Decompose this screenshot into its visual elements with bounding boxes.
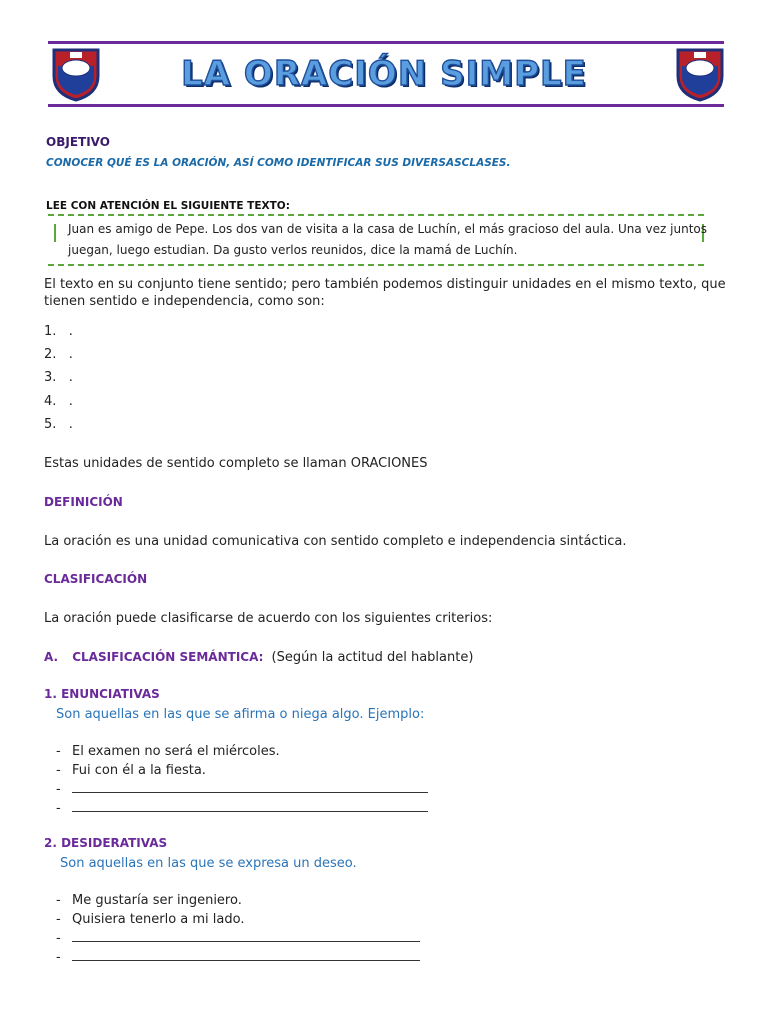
units-text: Estas unidades de sentido completo se llaman ORACIONES bbox=[44, 456, 428, 471]
definicion-text: La oración es una unidad comunicativa con sentido completo e independencia sintáctica. bbox=[44, 534, 627, 549]
reading-text-line-2: juegan, luego estudian. Da gusto verlos reunidos, dice la mamá de Luchín. bbox=[68, 243, 518, 257]
bullet-dash: - bbox=[56, 912, 61, 927]
list-item: 4. . bbox=[44, 394, 73, 409]
definicion-heading: DEFINICIÓN bbox=[44, 495, 123, 509]
enunciativas-heading: 1. ENUNCIATIVAS bbox=[44, 687, 160, 701]
school-crest-left-icon bbox=[52, 46, 100, 102]
banner-top-line bbox=[48, 41, 724, 44]
clasificacion-heading: CLASIFICACIÓN bbox=[44, 572, 148, 586]
list-item: 3. . bbox=[44, 370, 73, 385]
blank-answer-line[interactable] bbox=[56, 950, 420, 965]
bullet-dash: - bbox=[56, 763, 61, 778]
list-item bbox=[56, 744, 280, 759]
list-item bbox=[56, 893, 242, 908]
bullet-dash: - bbox=[56, 744, 61, 759]
school-crest-right-icon bbox=[676, 46, 724, 102]
semantica-line bbox=[44, 650, 473, 665]
blank-answer-line[interactable] bbox=[56, 782, 428, 797]
list-item: 1. . bbox=[44, 324, 73, 339]
bullet-dash: - bbox=[56, 801, 61, 816]
example-text: Me gustaría ser ingeniero. bbox=[72, 893, 242, 908]
bullet-dash: - bbox=[56, 950, 61, 965]
bullet-dash: - bbox=[56, 931, 61, 946]
list-item: 5. . bbox=[44, 417, 73, 432]
semantica-heading: CLASIFICACIÓN SEMÁNTICA: bbox=[72, 650, 264, 664]
list-item: 2. . bbox=[44, 347, 73, 362]
semantica-letter: A. bbox=[44, 650, 59, 664]
blank-answer-line[interactable] bbox=[56, 801, 428, 816]
desiderativas-desc: Son aquellas en las que se expresa un deseo. bbox=[60, 856, 357, 871]
example-text: Fui con él a la fiesta. bbox=[72, 763, 206, 778]
semantica-note: (Según la actitud del hablante) bbox=[271, 650, 474, 665]
bullet-dash: - bbox=[56, 893, 61, 908]
reading-instruction: LEE CON ATENCIÓN EL SIGUIENTE TEXTO: bbox=[46, 200, 290, 212]
objetivo-text: CONOCER QUÉ ES LA ORACIÓN, ASÍ COMO IDENTIFICAR SUS DIVERSASCLASES. bbox=[46, 157, 511, 169]
list-item bbox=[56, 763, 206, 778]
reading-text-line-1: Juan es amigo de Pepe. Los dos van de visita a la casa de Luchín, el más gracioso del aula. Una vez juntos bbox=[68, 222, 707, 236]
blank-answer-line[interactable] bbox=[56, 931, 420, 946]
page-title: LA ORACIÓN SIMPLE bbox=[181, 54, 587, 94]
objetivo-heading: OBJETIVO bbox=[46, 135, 110, 149]
enunciativas-desc: Son aquellas en las que se afirma o niega algo. Ejemplo: bbox=[56, 707, 425, 722]
clasificacion-text: La oración puede clasificarse de acuerdo con los siguientes criterios: bbox=[44, 611, 493, 626]
banner-bottom-line bbox=[48, 104, 724, 107]
bullet-dash: - bbox=[56, 782, 61, 797]
desiderativas-heading: 2. DESIDERATIVAS bbox=[44, 836, 168, 850]
list-item bbox=[56, 912, 244, 927]
example-text: Quisiera tenerlo a mi lado. bbox=[72, 912, 245, 927]
example-text: El examen no será el miércoles. bbox=[72, 744, 280, 759]
intro-line-2: tienen sentido e independencia, como son: bbox=[44, 294, 325, 309]
intro-line-1: El texto en su conjunto tiene sentido; pero también podemos distinguir unidades en el mismo texto, que bbox=[44, 277, 726, 292]
